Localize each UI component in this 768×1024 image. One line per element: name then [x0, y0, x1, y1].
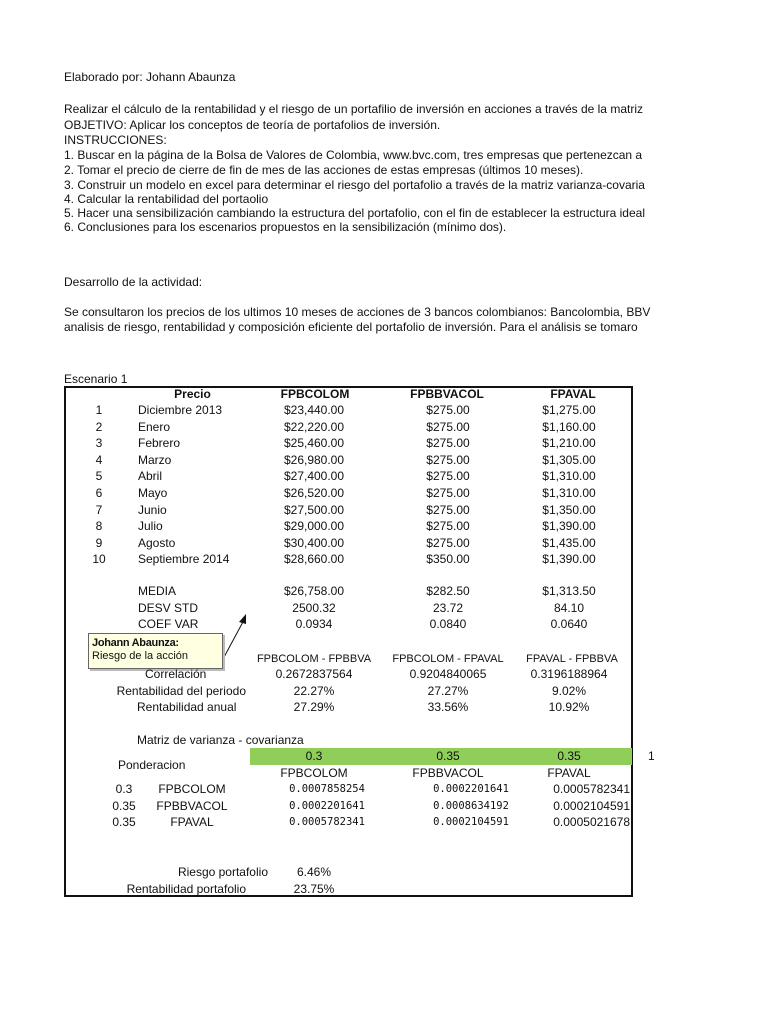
correlation-value: 0.2672837564	[275, 667, 353, 681]
stat-fpbcolom: 0.0934	[295, 617, 333, 631]
price-fpbcolom: $27,400.00	[283, 469, 345, 484]
matrix-row-name: FPBBVACOL	[156, 798, 228, 813]
price-fpbcolom: $29,000.00	[283, 519, 345, 534]
price-fpbbvacol: $275.00	[426, 502, 470, 517]
row-number: 1	[95, 403, 103, 417]
row-number: 6	[95, 486, 103, 500]
price-fpaval: $1,310.00	[542, 486, 596, 500]
comment-text: Riesgo de la acción	[92, 650, 189, 662]
stat-fpbbvacol: 0.0840	[429, 617, 467, 631]
row-number: 7	[95, 502, 103, 517]
price-fpbcolom: $26,520.00	[283, 486, 345, 500]
intro-line: 3. Construir un modelo en excel para determinar el riesgo del portafolio a través de la matriz varianza-covaria	[64, 178, 645, 192]
matrix-row-weight: 0.35	[112, 798, 136, 813]
stat-fpaval: $1,313.50	[542, 584, 596, 598]
matrix-col-label: FPBBVACOL	[412, 766, 484, 780]
ponderacion-label: Ponderacion	[118, 758, 186, 772]
correlation-label: Correlación	[145, 667, 207, 681]
intro-line: INSTRUCCIONES:	[64, 133, 167, 147]
row-month: Septiembre 2014	[138, 552, 230, 567]
rentabilidad-label: Rentabilidad portafolio	[126, 882, 246, 896]
pair-header: FPAVAL - FPBBVA	[526, 653, 618, 665]
price-fpbbvacol: $275.00	[426, 403, 470, 417]
riesgo-value: 6.46%	[296, 865, 332, 879]
matrix-cell: 0.0005782341	[289, 816, 365, 828]
row-month: Agosto	[138, 535, 176, 550]
matrix-cell: 0.0002201641	[289, 799, 365, 812]
price-fpaval: $1,160.00	[542, 419, 596, 434]
row-number: 9	[95, 535, 103, 550]
header-fpbbvacol: FPBBVACOL	[410, 387, 484, 401]
rent-anual-value: 33.56%	[427, 700, 469, 714]
matrix-col-label: FPAVAL	[547, 766, 591, 780]
row-number: 8	[95, 519, 103, 534]
rent-anual-value: 10.92%	[548, 700, 590, 714]
author-line: Elaborado por: Johann Abaunza	[64, 70, 236, 84]
price-fpaval: $1,390.00	[542, 519, 596, 534]
price-fpbcolom: $23,440.00	[283, 403, 345, 417]
price-fpbcolom: $22,220.00	[283, 419, 345, 434]
stat-fpaval: 84.10	[553, 601, 585, 615]
price-fpaval: $1,275.00	[542, 403, 596, 417]
riesgo-label: Riesgo portafolio	[177, 865, 268, 879]
scenario-title: Escenario 1	[64, 372, 128, 386]
price-fpbbvacol: $275.00	[426, 519, 470, 534]
row-month: Abril	[138, 469, 163, 484]
header-precio: Precio	[174, 387, 211, 401]
price-fpaval: $1,305.00	[542, 452, 596, 467]
rentabilidad-value: 23.75%	[293, 882, 335, 896]
correlation-value: 0.3196188964	[530, 667, 608, 681]
pair-header: FPBCOLOM - FPAVAL	[392, 653, 504, 665]
price-fpbcolom: $25,460.00	[283, 436, 345, 451]
matrix-row-name: FPAVAL	[170, 815, 214, 829]
rent-periodo-value: 27.27%	[427, 684, 469, 698]
price-fpaval: $1,435.00	[542, 535, 596, 550]
stat-fpbcolom: 2500.32	[292, 601, 336, 615]
rent-periodo-value: 22.27%	[293, 684, 335, 698]
weights-sum: 1	[648, 749, 655, 763]
matrix-cell: 0.0002201641	[433, 783, 509, 795]
price-fpaval: $1,350.00	[542, 502, 596, 517]
matrix-cell: 0.0007858254	[289, 783, 365, 795]
header-fpaval: FPAVAL	[550, 387, 596, 401]
row-month: Enero	[138, 419, 171, 434]
row-month: Diciembre 2013	[138, 403, 223, 417]
intro-line: OBJETIVO: Aplicar los conceptos de teoría de portafolios de inversión.	[64, 118, 441, 132]
dev-line: Se consultaron los precios de los ultimos 10 meses de acciones de 3 bancos colombianos: Bancolombia, BBV	[64, 305, 651, 319]
header-fpbcolom: FPBCOLOM	[280, 387, 350, 401]
matrix-cell: 0.0005021678	[553, 815, 630, 829]
rent-anual-value: 27.29%	[293, 700, 335, 714]
row-month: Marzo	[138, 452, 172, 467]
stat-label: DESV STD	[138, 601, 199, 615]
price-fpbbvacol: $275.00	[426, 486, 470, 500]
price-fpaval: $1,310.00	[542, 469, 596, 484]
intro-line: 4. Calcular la rentabilidad del portaolio	[64, 192, 269, 206]
comment-author: Johann Abaunza:	[92, 637, 179, 649]
matrix-title: Matriz de varianza - covarianza	[137, 733, 304, 747]
weight-value[interactable]: 0.35	[436, 749, 460, 763]
price-fpbbvacol: $275.00	[426, 436, 470, 451]
row-month: Febrero	[138, 436, 181, 451]
price-fpbbvacol: $275.00	[426, 469, 470, 484]
matrix-cell: 0.0002104591	[433, 816, 509, 828]
row-number: 4	[95, 452, 103, 467]
weight-value[interactable]: 0.3	[305, 749, 323, 763]
stat-fpbbvacol: $282.50	[426, 584, 470, 598]
price-fpbbvacol: $275.00	[426, 419, 470, 434]
price-fpaval: $1,210.00	[542, 436, 596, 451]
rent-periodo-value: 9.02%	[551, 684, 587, 698]
rent-periodo-label: Rentabilidad del periodo	[116, 684, 246, 698]
price-fpbbvacol: $350.00	[426, 552, 470, 567]
matrix-row-name: FPBCOLOM	[158, 782, 226, 796]
matrix-cell: 0.0008634192	[433, 799, 509, 812]
dev-title: Desarrollo de la actividad:	[64, 275, 203, 289]
correlation-value: 0.9204840065	[409, 667, 487, 681]
weight-value[interactable]: 0.35	[557, 749, 581, 763]
cell-comment-note[interactable]	[88, 633, 223, 669]
rent-anual-label: Rentabilidad anual	[137, 700, 237, 714]
stat-label: MEDIA	[138, 584, 177, 598]
row-month: Mayo	[138, 486, 168, 500]
price-fpbcolom: $26,980.00	[283, 452, 345, 467]
row-month: Junio	[138, 502, 167, 517]
price-fpbbvacol: $275.00	[426, 452, 470, 467]
stat-fpbbvacol: 23.72	[432, 601, 464, 615]
intro-line: Realizar el cálculo de la rentabilidad y el riesgo de un portafilio de inversión en acciones a través de la matriz	[64, 102, 643, 116]
price-fpbcolom: $27,500.00	[283, 502, 345, 517]
price-fpbcolom: $28,660.00	[283, 552, 345, 567]
intro-line: 5. Hacer una sensibilización cambiando la estructura del portafolio, con el fin de establecer la estructura ideal	[64, 206, 645, 220]
row-number: 5	[95, 469, 103, 484]
dev-line: analisis de riesgo, rentabilidad y composición eficiente del portafolio de inversión. Para el análisis se tomaro	[64, 320, 638, 334]
matrix-cell: 0.0005782341	[553, 782, 630, 796]
price-fpbbvacol: $275.00	[426, 535, 470, 550]
intro-line: 2. Tomar el precio de cierre de fin de mes de las acciones de estas empresas (últimos 10 meses).	[64, 163, 584, 177]
pair-header: FPBCOLOM - FPBBVA	[256, 653, 372, 665]
stat-fpbcolom: $26,758.00	[283, 584, 345, 598]
row-number: 3	[95, 436, 103, 451]
matrix-row-weight: 0.3	[115, 782, 133, 796]
matrix-cell: 0.0002104591	[553, 798, 630, 813]
stat-fpaval: 0.0640	[550, 617, 588, 631]
row-number: 2	[95, 419, 103, 434]
price-fpbcolom: $30,400.00	[283, 535, 345, 550]
row-number: 10	[92, 552, 106, 567]
comment-arrow-icon	[220, 612, 250, 662]
matrix-row-weight: 0.35	[112, 815, 136, 829]
stat-label: COEF VAR	[138, 617, 199, 631]
matrix-col-label: FPBCOLOM	[280, 766, 348, 780]
row-month: Julio	[138, 519, 163, 534]
price-fpaval: $1,390.00	[542, 552, 596, 567]
intro-line: 6. Conclusiones para los escenarios propuestos en la sensibilización (mínimo dos).	[64, 220, 507, 234]
intro-line: 1. Buscar en la página de la Bolsa de Valores de Colombia, www.bvc.com, tres empresas que pertenezcan a	[64, 148, 643, 162]
